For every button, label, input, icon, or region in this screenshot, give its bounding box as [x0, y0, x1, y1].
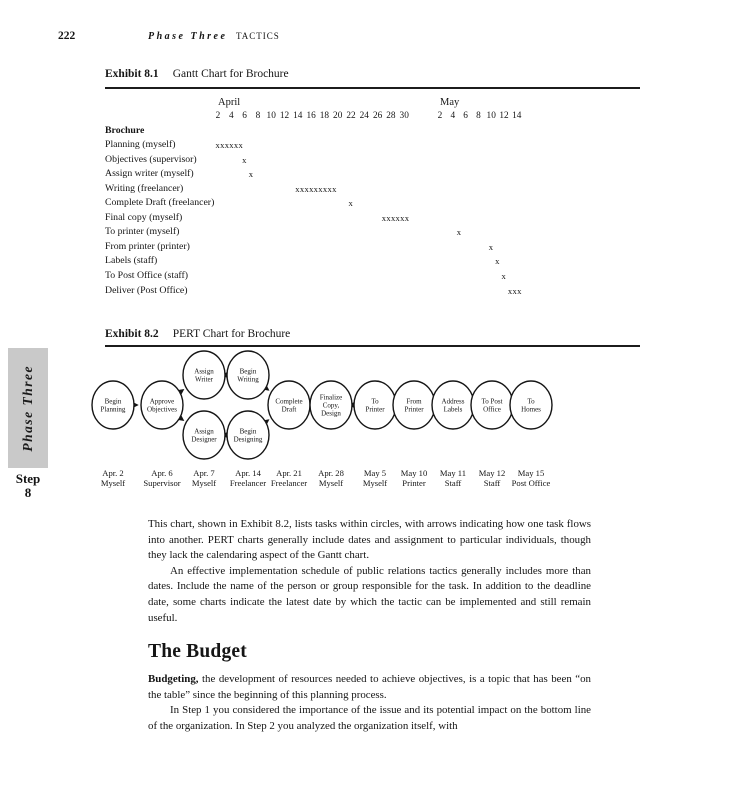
- running-head-phase: Phase Three: [148, 31, 228, 42]
- gantt-row-marks: x: [501, 270, 507, 281]
- gantt-row-marks: x: [456, 227, 462, 238]
- gantt-row-marks: x: [348, 198, 354, 209]
- gantt-day-label: 18: [319, 111, 330, 121]
- gantt-day-label: 14: [293, 111, 303, 121]
- gantt-day-label: 4: [228, 111, 234, 121]
- pert-node-label: Begin Designing: [233, 427, 263, 444]
- gantt-row-label: To Post Office (staff): [105, 269, 189, 281]
- exhibit-8-2-title: [105, 328, 290, 340]
- pert-node-label: Address Labels: [441, 397, 465, 414]
- page-number: 222: [58, 30, 76, 42]
- gantt-row-label: Writing (freelancer): [105, 182, 184, 194]
- pert-caption-person: Myself: [362, 478, 388, 488]
- running-head-section: TACTICS: [235, 31, 280, 41]
- pert-node-label: Assign Designer: [191, 427, 217, 444]
- gantt-day-label: 6: [463, 111, 468, 121]
- pert-node-label: Finalize Copy, Design: [319, 393, 343, 418]
- budgeting-rest: the development of resources needed to achieve objectives, is a topic that has been “on the table” since the beginning of this planning process.: [148, 673, 591, 701]
- paragraph-step1-step2: In Step 1 you considered the importance of the issue and its potential impact on the bottom line of the organization. In Step 2 you analyzed the organization itself, with: [148, 704, 591, 732]
- exhibit-8-2-rule: [105, 345, 640, 347]
- pert-caption-person: Freelancer: [229, 478, 267, 488]
- gantt-day-label: 8: [476, 111, 481, 121]
- pert-caption: [499, 468, 563, 488]
- pert-node-label: Complete Draft: [275, 397, 303, 414]
- exhibit-8-1-rule: [105, 87, 640, 89]
- running-head: [148, 31, 280, 42]
- pert-caption-date: May 11: [439, 468, 467, 478]
- step-number: 8: [24, 485, 32, 500]
- gantt-row-marks: x: [495, 256, 500, 267]
- pert-node-label: To Post Office: [481, 397, 503, 414]
- pert-svg: [88, 348, 558, 470]
- pert-caption-date: Apr. 28: [318, 468, 344, 478]
- paragraph-budgeting: [148, 672, 591, 703]
- pert-caption-date: May 5: [363, 468, 387, 478]
- gantt-day-label: 20: [333, 111, 343, 121]
- exhibit-8-1-title: [105, 68, 289, 80]
- gantt-row-marks: xxxxxxxxx: [295, 183, 337, 194]
- pert-node-label: Begin Writing: [237, 367, 259, 384]
- step-marker: [8, 472, 48, 500]
- gantt-day-label: 8: [255, 111, 261, 121]
- exhibit-8-1-caption: Gantt Chart for Brochure: [172, 68, 289, 80]
- pert-caption-date: Apr. 6: [151, 468, 173, 478]
- gantt-day-label: 4: [450, 111, 456, 121]
- gantt-day-label: 2: [437, 111, 443, 121]
- pert-caption-date: May 10: [400, 468, 428, 478]
- gantt-day-label: 16: [306, 111, 316, 121]
- gantt-row-marks: xxx: [507, 285, 522, 296]
- pert-caption-date: Apr. 2: [102, 468, 124, 478]
- pert-caption-person: Supervisor: [143, 478, 181, 488]
- gantt-day-label: 24: [359, 111, 369, 121]
- gantt-day-label: 12: [499, 111, 509, 121]
- gantt-day-label: 10: [486, 111, 496, 121]
- gantt-row-marks: xxxxxx: [381, 212, 410, 223]
- gantt-day-label: 30: [399, 111, 409, 121]
- paragraph-schedule: An effective implementation schedule of public relations tactics generally includes more than dates. Include the name of the person or group responsible for the task. In addition to the deadline date, some charts indicate the latest date by which the tactic can be implemented and still remain useful.: [148, 564, 591, 624]
- exhibit-8-2-caption: PERT Chart for Brochure: [172, 328, 291, 340]
- pert-caption-person: Myself: [100, 478, 126, 488]
- phase-tab: [8, 348, 48, 468]
- phase-tab-label: Phase Three: [20, 364, 35, 452]
- gantt-day-label: 12: [279, 111, 290, 121]
- paragraph-pert-description: This chart, shown in Exhibit 8.2, lists tasks within circles, with arrows indicating how one task flows into another. PERT charts generally include dates and assignment to particular individuals, though they lack the calendaring aspect of the Gantt chart.: [148, 518, 591, 562]
- pert-caption-person: Post Office: [511, 478, 551, 488]
- gantt-row-marks: xxxxxx: [215, 140, 244, 150]
- pert-node-label: To Homes: [521, 397, 541, 414]
- pert-node-label: Begin Planning: [100, 397, 126, 414]
- gantt-day-label: 28: [386, 111, 396, 121]
- gantt-chart: [105, 94, 665, 304]
- pert-caption-date: May 15: [517, 468, 545, 478]
- pert-node-label: To Printer: [365, 397, 385, 414]
- pert-node-label: From Printer: [404, 397, 424, 414]
- pert-caption-person: Staff: [444, 478, 462, 488]
- gantt-row-label: Final copy (myself): [105, 211, 183, 223]
- gantt-row-marks: x: [248, 169, 254, 180]
- pert-caption-date: Apr. 14: [235, 468, 261, 478]
- gantt-row-label: Assign writer (myself): [105, 168, 194, 180]
- section-heading-the-budget: The Budget: [148, 641, 247, 663]
- pert-chart: [88, 348, 558, 470]
- gantt-row-label: Planning (myself): [105, 139, 176, 150]
- pert-caption-person: Staff: [483, 478, 501, 488]
- gantt-day-label: 22: [346, 111, 356, 121]
- body-text: [148, 517, 591, 735]
- gantt-day-label: 10: [266, 111, 276, 121]
- pert-caption-person: Freelancer: [270, 478, 308, 488]
- gantt-day-label: 2: [215, 111, 221, 121]
- step-label: Step: [15, 471, 41, 486]
- exhibit-8-2-label: Exhibit 8.2: [105, 328, 159, 340]
- pert-caption-person: Printer: [402, 478, 426, 488]
- pert-caption-person: Myself: [191, 478, 217, 488]
- exhibit-8-1-label: Exhibit 8.1: [105, 68, 159, 80]
- pert-node-label: Assign Writer: [194, 367, 214, 384]
- pert-caption-person: Myself: [318, 478, 344, 488]
- gantt-row-label: To printer (myself): [105, 226, 180, 238]
- gantt-row-label: Deliver (Post Office): [105, 284, 188, 296]
- gantt-row-marks: x: [242, 154, 247, 165]
- gantt-row-marks: x: [488, 241, 494, 252]
- gantt-day-label: 14: [512, 111, 522, 121]
- gantt-day-label: 26: [372, 111, 383, 121]
- gantt-month-label: April: [218, 97, 241, 108]
- budgeting-term: Budgeting,: [148, 673, 199, 686]
- pert-caption-date: May 12: [478, 468, 506, 478]
- pert-captions: [88, 468, 568, 498]
- pert-node-label: Approve Objectives: [147, 397, 177, 414]
- gantt-row-label: Complete Draft (freelancer): [105, 197, 215, 209]
- pert-caption-date: Apr. 21: [276, 468, 302, 478]
- pert-caption-date: Apr. 7: [193, 468, 215, 478]
- gantt-row-label: Objectives (supervisor): [105, 153, 197, 165]
- gantt-row-label: Labels (staff): [105, 255, 158, 267]
- gantt-month-label: May: [440, 97, 460, 108]
- gantt-group-label: Brochure: [105, 125, 145, 136]
- gantt-row-label: From printer (printer): [105, 240, 190, 252]
- gantt-day-label: 6: [242, 111, 247, 121]
